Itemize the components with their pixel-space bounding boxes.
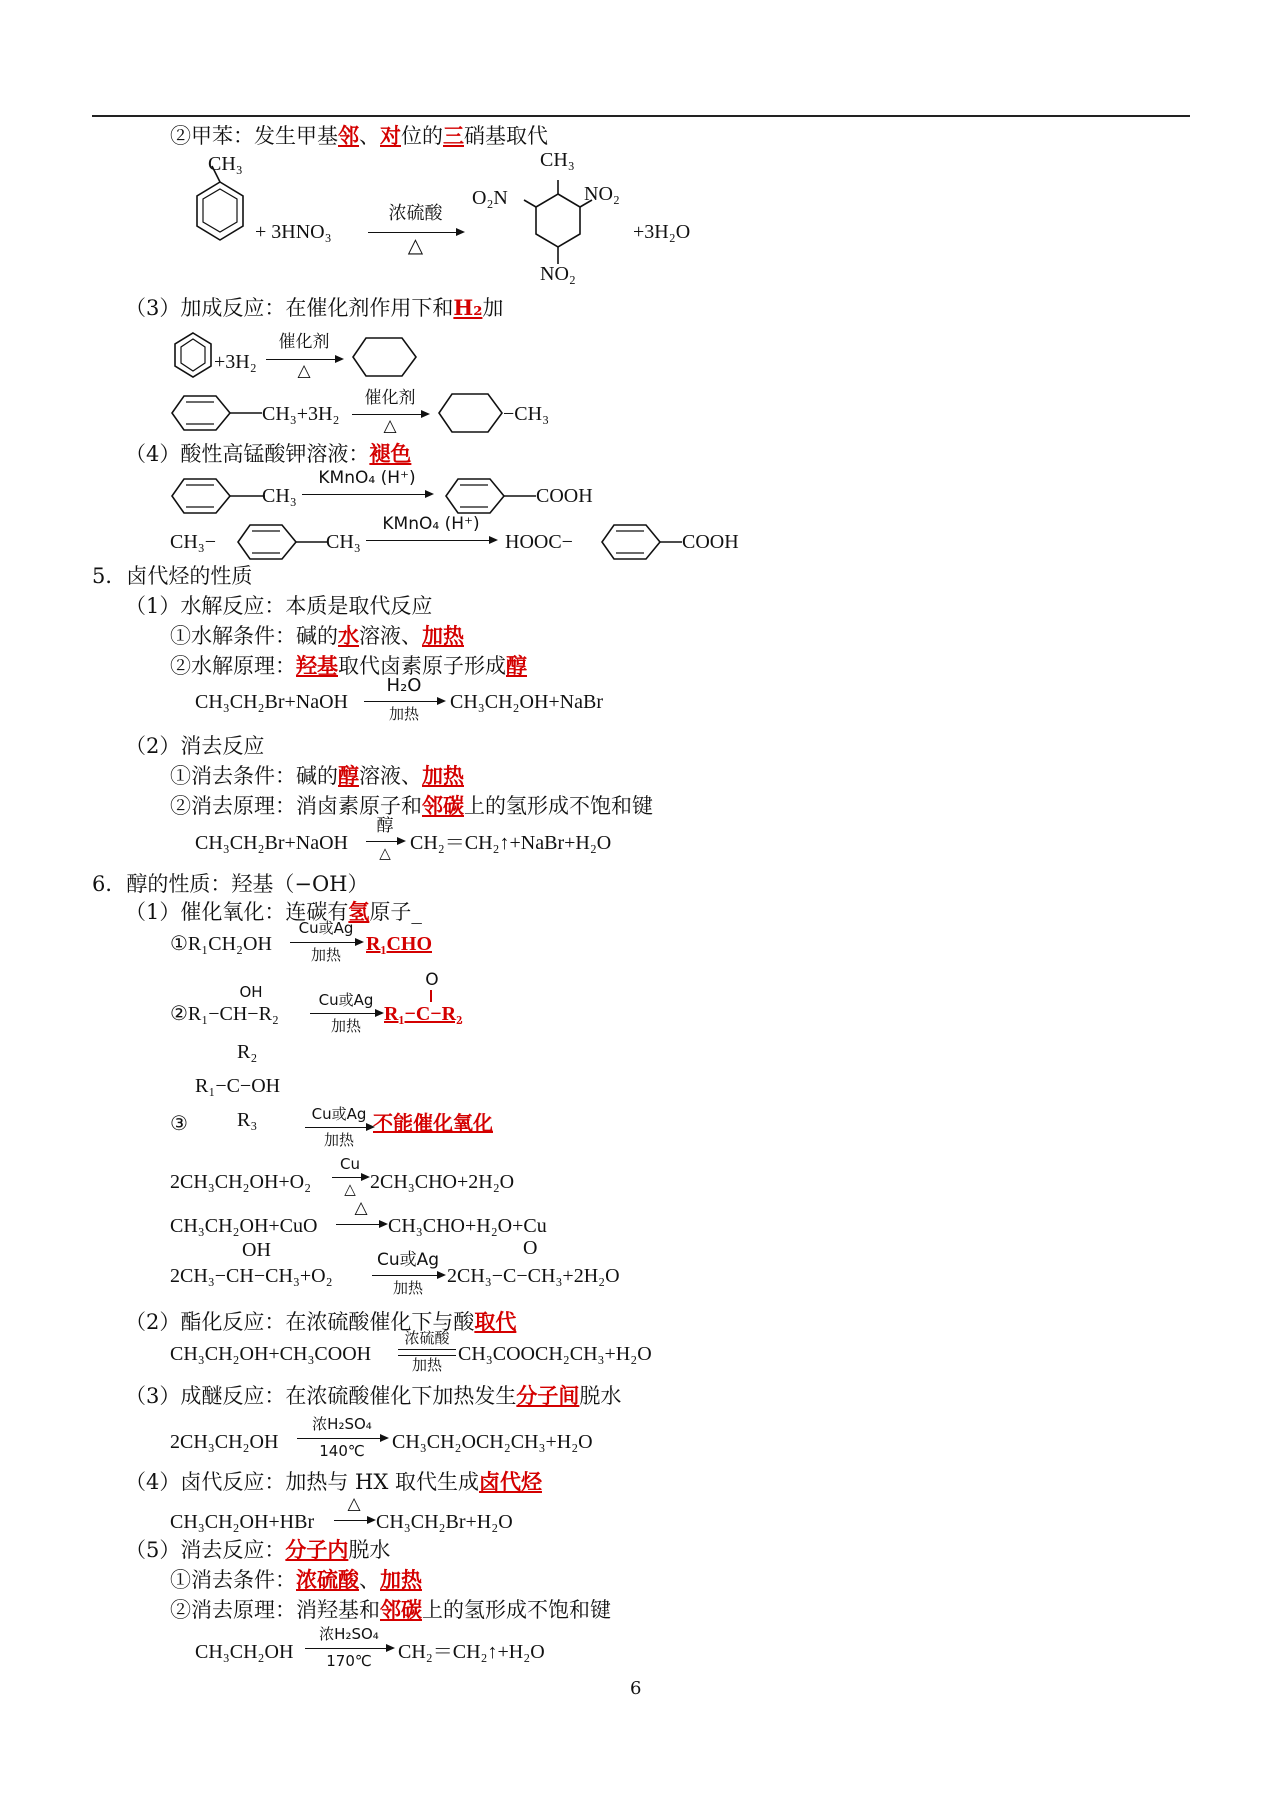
tnt-no2-bottom: NO₂ <box>540 263 576 285</box>
ox-r2-double-bond <box>430 990 432 1002</box>
kmno4-eq2-cond: KMnO₄ (H⁺) <box>382 514 480 534</box>
ox-r2-answer: R₁−C−R₂ <box>384 1003 463 1025</box>
alc-elim-eq-top: 浓H₂SO₄ <box>319 1625 379 1643</box>
ox-eq1-left: 2CH₃CH₂OH+O₂ <box>170 1171 312 1193</box>
kmno4-eq2-mid: CH₃ <box>326 531 361 553</box>
hal-eq-right: CH₃CH₂Br+H₂O <box>376 1511 513 1533</box>
tnt-ch3: CH₃ <box>540 149 575 171</box>
halogenation-heading: （4）卤代反应：加热与 HX 取代生成卤代烃 <box>125 1469 542 1494</box>
benzoic-ring <box>444 476 544 516</box>
ether-heading: （3）成醚反应：在浓硫酸催化下加热发生分子间脱水 <box>125 1383 622 1408</box>
kmno4-eq2-left: CH₃− <box>170 531 217 553</box>
haloalkane-section-title: 5．卤代烃的性质 <box>92 564 253 588</box>
nitration-heat: △ <box>407 233 424 257</box>
ox-eq2-right: CH₃CHO+H₂O+Cu <box>388 1215 547 1237</box>
ether-eq-bottom: 140℃ <box>319 1442 365 1460</box>
kmno4-eq1-cond: KMnO₄ (H⁺) <box>318 468 416 488</box>
ox-r1-heat: 加热 <box>310 946 341 964</box>
elimination-eq-left: CH₃CH₂Br+NaOH <box>195 832 348 854</box>
ox-eq1-bottom: △ <box>344 1180 356 1198</box>
addition-eq1-heat: △ <box>297 361 311 381</box>
hal-eq-arrow <box>334 1520 374 1521</box>
hydrolysis-eq-left: CH₃CH₂Br+NaOH <box>195 691 348 713</box>
ox-r2-oh: OH <box>239 983 263 1001</box>
ox-r3-r2: R₂ <box>237 1041 258 1063</box>
addition-heading: （3）加成反应：在催化剂作用下和H₂加 <box>125 295 504 320</box>
elimination-eq-arrow <box>366 841 404 842</box>
nitration-water: +3H₂O <box>633 221 691 243</box>
ox-eq3-right: 2CH₃−C−CH₃+2H₂O <box>447 1265 620 1287</box>
ether-eq-arrow <box>297 1438 387 1439</box>
toluene-heading: ②甲苯：发生甲基邻、对位的三硝基取代 <box>170 123 548 148</box>
alcohol-elimination-condition: ①消去条件：浓硫酸、加热 <box>170 1567 422 1592</box>
toluene-ch3: CH₃ <box>208 153 243 175</box>
alc-elim-eq-left: CH₃CH₂OH <box>195 1641 294 1663</box>
est-eq-reversible-arrow <box>398 1349 456 1356</box>
alcohol-section-title: 6．醇的性质：羟基（−OH） <box>92 872 369 896</box>
ox-eq2-left: CH₃CH₂OH+CuO <box>170 1215 318 1237</box>
benzene-ring-1 <box>172 330 214 380</box>
addition-eq2-right: −CH₃ <box>503 403 550 425</box>
ox-eq1-right: 2CH₃CHO+2H₂O <box>370 1171 515 1193</box>
ox-eq3-arrow <box>372 1275 444 1276</box>
est-eq-top: 浓硫酸 <box>404 1329 450 1347</box>
hal-eq-left: CH₃CH₂OH+HBr <box>170 1511 315 1533</box>
ox-r1-cu-ag: Cu或Ag <box>298 919 354 937</box>
ox-eq3-cu-ag: Cu或Ag <box>376 1250 440 1270</box>
alc-elim-eq-right: CH₂＝CH₂↑+H₂O <box>398 1641 545 1663</box>
hydrolysis-condition: ①水解条件：碱的水溶液、加热 <box>170 623 464 648</box>
ox-r2-heat: 加热 <box>330 1017 361 1035</box>
kmno4-eq1-right: COOH <box>536 485 593 507</box>
ox-r3-structure: R₁−C−OH <box>195 1075 281 1097</box>
elimination-heading: （2）消去反应 <box>125 734 265 758</box>
ox-r2-left: ②R₁−CH−R₂ <box>170 1003 279 1025</box>
addition-eq2-arrow <box>352 414 428 415</box>
kmno4-heading: （4）酸性高锰酸钾溶液：褪色 <box>125 441 412 466</box>
ox-r3-answer: 不能催化氧化 <box>373 1113 493 1135</box>
est-eq-left: CH₃CH₂OH+CH₃COOH <box>170 1343 372 1365</box>
ether-eq-left: 2CH₃CH₂OH <box>170 1431 279 1453</box>
ox-r3-heat: 加热 <box>323 1131 354 1149</box>
alcohol-elimination-principle: ②消去原理：消羟基和邻碳上的氢形成不饱和键 <box>170 1597 611 1622</box>
toluene-ring-3 <box>170 476 270 516</box>
header-rule <box>92 115 1190 117</box>
addition-eq2-heat: △ <box>383 416 397 436</box>
ox-r1-left: ①R₁CH₂OH <box>170 933 272 955</box>
ox-eq3-o: O <box>523 1237 538 1259</box>
tnt-no2-left: O₂N <box>472 187 508 209</box>
cyclohexane-ring-2 <box>436 391 506 435</box>
ox-r1-arrow <box>290 942 362 943</box>
page-number: 6 <box>630 1678 642 1699</box>
hal-eq-top: △ <box>347 1494 361 1514</box>
elimination-eq-top: 醇 <box>376 816 394 836</box>
alc-elim-eq-arrow <box>305 1648 393 1649</box>
ox-r2-o: O <box>425 970 439 990</box>
ox-r3-r3: R₃ <box>237 1109 258 1131</box>
addition-eq1-reagent: +3H₂ <box>214 351 257 373</box>
ox-r3-number: ③ <box>170 1113 188 1135</box>
oxidation-heading: （1）催化氧化：连碳有氢原子_ <box>125 899 422 924</box>
est-eq-bottom: 加热 <box>411 1356 442 1374</box>
esterification-heading: （2）酯化反应：在浓硫酸催化下与酸取代 <box>125 1309 517 1334</box>
ox-r3-arrow <box>305 1127 373 1128</box>
ox-eq3-heat: 加热 <box>392 1279 423 1297</box>
ox-eq1-top: Cu <box>340 1155 360 1173</box>
ether-eq-right: CH₃CH₂OCH₂CH₃+H₂O <box>392 1431 593 1453</box>
ox-r3-cu-ag: Cu或Ag <box>311 1105 367 1123</box>
alc-elim-eq-bottom: 170℃ <box>326 1652 372 1670</box>
hydrolysis-eq-arrow <box>364 701 444 702</box>
hydrolysis-heading: （1）水解反应：本质是取代反应 <box>125 594 433 618</box>
addition-eq1-catalyst: 催化剂 <box>278 332 330 352</box>
xylene-ring <box>236 522 336 562</box>
nitration-catalyst: 浓硫酸 <box>388 203 443 224</box>
est-eq-right: CH₃COOCH₂CH₃+H₂O <box>458 1343 652 1365</box>
addition-eq1-arrow <box>266 359 342 360</box>
kmno4-eq2-prod: HOOC− <box>505 531 573 553</box>
hydrolysis-eq-top: H₂O <box>386 675 422 696</box>
ox-r2-cu-ag: Cu或Ag <box>318 991 374 1009</box>
cyclohexane-ring-1 <box>350 335 420 379</box>
hydrolysis-eq-right: CH₃CH₂OH+NaBr <box>450 691 603 713</box>
ox-r2-arrow <box>310 1013 382 1014</box>
kmno4-eq1-left: CH₃ <box>262 485 297 507</box>
elimination-eq-right: CH₂＝CH₂↑+NaBr+H₂O <box>410 832 612 854</box>
kmno4-eq2-right: COOH <box>682 531 739 553</box>
hydrolysis-principle: ②水解原理：羟基取代卤素原子形成醇 <box>170 653 527 678</box>
elimination-condition: ①消去条件：碱的醇溶液、加热 <box>170 763 464 788</box>
ox-eq3-oh: OH <box>242 1239 271 1261</box>
ox-eq2-top: △ <box>354 1198 368 1218</box>
ox-eq2-arrow <box>336 1224 386 1225</box>
ox-r1-answer: R₁CHO <box>366 933 432 955</box>
addition-eq2-left: CH₃+3H₂ <box>262 403 340 425</box>
toluene-ring-2 <box>170 393 265 433</box>
tnt-no2-right: NO₂ <box>584 183 620 205</box>
kmno4-eq1-arrow <box>302 494 432 495</box>
alcohol-elimination-heading: （5）消去反应：分子内脱水 <box>125 1537 391 1562</box>
kmno4-eq2-arrow <box>366 540 496 541</box>
elimination-eq-bottom: △ <box>379 844 391 862</box>
ether-eq-top: 浓H₂SO₄ <box>312 1415 372 1433</box>
ox-eq3-left: 2CH₃−CH−CH₃+O₂ <box>170 1265 333 1287</box>
hydrolysis-eq-bottom: 加热 <box>388 705 419 723</box>
nitration-reagent: + 3HNO₃ <box>255 221 332 243</box>
elimination-principle: ②消去原理：消卤素原子和邻碳上的氢形成不饱和键 <box>170 793 653 818</box>
ox-eq1-arrow <box>332 1177 368 1178</box>
addition-eq2-catalyst: 催化剂 <box>364 388 416 408</box>
